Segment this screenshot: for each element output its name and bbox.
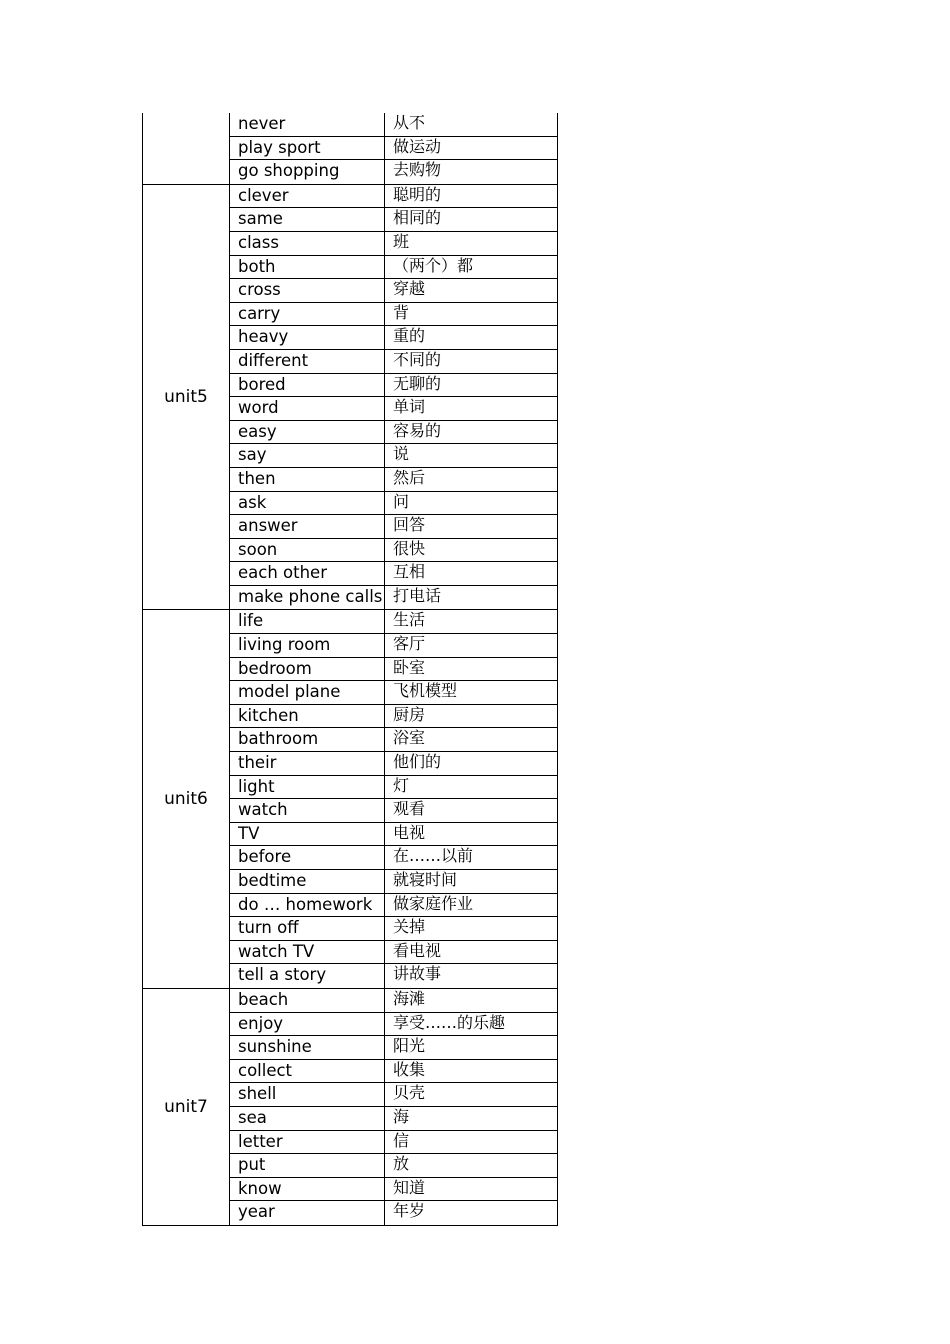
table-row <box>230 681 557 705</box>
chinese-meaning: 打电话 <box>393 585 442 605</box>
english-word: before <box>230 846 385 869</box>
english-word: then <box>230 468 385 491</box>
table-row <box>230 964 557 988</box>
chinese-meaning: 贝壳 <box>393 1083 426 1103</box>
unit-group <box>142 185 558 611</box>
chinese-meaning: 收集 <box>393 1059 426 1079</box>
english-word: life <box>230 610 385 633</box>
chinese-meaning: 讲故事 <box>393 964 442 984</box>
english-word: sunshine <box>230 1036 385 1059</box>
table-row <box>230 610 557 634</box>
chinese-meaning: 享受……的乐趣 <box>393 1012 506 1032</box>
table-row <box>230 562 557 586</box>
english-word: answer <box>230 515 385 538</box>
english-word: enjoy <box>230 1013 385 1036</box>
english-word: soon <box>230 539 385 562</box>
unit-group <box>142 989 558 1226</box>
word-list <box>230 113 557 184</box>
chinese-meaning: 海 <box>393 1106 410 1126</box>
table-row <box>230 799 557 823</box>
english-word: different <box>230 350 385 373</box>
chinese-meaning: 电视 <box>393 822 426 842</box>
table-row <box>230 728 557 752</box>
english-word: know <box>230 1178 385 1201</box>
chinese-meaning: 阳光 <box>393 1036 426 1056</box>
english-word: word <box>230 397 385 420</box>
chinese-meaning: 背 <box>393 302 410 322</box>
table-row <box>230 374 557 398</box>
chinese-meaning: 容易的 <box>393 420 442 440</box>
english-word: clever <box>230 185 385 208</box>
table-row <box>230 350 557 374</box>
table-row <box>230 444 557 468</box>
table-row <box>230 1107 557 1131</box>
english-word: beach <box>230 989 385 1012</box>
table-row <box>230 1154 557 1178</box>
table-row <box>230 160 557 184</box>
chinese-meaning: 在……以前 <box>393 846 474 866</box>
chinese-meaning: 不同的 <box>393 349 442 369</box>
table-row <box>230 1083 557 1107</box>
chinese-meaning: 班 <box>393 231 410 251</box>
table-row <box>230 752 557 776</box>
table-row <box>230 846 557 870</box>
table-row <box>230 705 557 729</box>
table-row <box>230 1178 557 1202</box>
table-row <box>230 917 557 941</box>
chinese-meaning: 聪明的 <box>393 184 442 204</box>
chinese-meaning: 互相 <box>393 562 426 582</box>
table-row <box>230 776 557 800</box>
english-word: bedtime <box>230 870 385 893</box>
english-word: kitchen <box>230 705 385 728</box>
table-row <box>230 326 557 350</box>
english-word: shell <box>230 1083 385 1106</box>
table-row <box>230 1201 557 1225</box>
table-row <box>230 232 557 256</box>
english-word: easy <box>230 421 385 444</box>
english-word: turn off <box>230 917 385 940</box>
chinese-meaning: 就寝时间 <box>393 870 458 889</box>
english-word: bored <box>230 374 385 397</box>
chinese-meaning: 知道 <box>393 1177 426 1197</box>
english-word: class <box>230 232 385 255</box>
table-row <box>230 256 557 280</box>
chinese-meaning: 回答 <box>393 515 426 535</box>
chinese-meaning: 观看 <box>393 799 426 819</box>
table-row <box>230 586 557 610</box>
chinese-meaning: 很快 <box>393 538 426 558</box>
english-word: carry <box>230 303 385 326</box>
chinese-meaning: 厨房 <box>393 704 426 724</box>
table-row <box>230 113 557 137</box>
table-row <box>230 823 557 847</box>
table-row <box>230 185 557 209</box>
english-word: model plane <box>230 681 385 704</box>
chinese-meaning: 放 <box>393 1154 410 1174</box>
table-row <box>230 515 557 539</box>
chinese-meaning: 无聊的 <box>393 373 442 393</box>
english-word: make phone calls <box>230 586 385 610</box>
table-row <box>230 421 557 445</box>
chinese-meaning: 飞机模型 <box>393 681 458 701</box>
english-word: year <box>230 1201 385 1225</box>
english-word: never <box>230 113 385 136</box>
chinese-meaning: 灯 <box>393 775 410 795</box>
chinese-meaning: 看电视 <box>393 940 442 960</box>
table-row <box>230 658 557 682</box>
english-word: same <box>230 208 385 231</box>
word-list <box>230 989 557 1225</box>
english-word: say <box>230 444 385 467</box>
table-row <box>230 137 557 161</box>
chinese-meaning: 卧室 <box>393 657 426 677</box>
table-row <box>230 279 557 303</box>
english-word: their <box>230 752 385 775</box>
table-row <box>230 492 557 516</box>
table-row <box>230 468 557 492</box>
english-word: watch TV <box>230 941 385 964</box>
english-word: tell a story <box>230 964 385 988</box>
table-row <box>230 870 557 894</box>
chinese-meaning: （两个）都 <box>393 255 474 275</box>
table-row <box>230 989 557 1013</box>
chinese-meaning: 问 <box>393 491 410 511</box>
chinese-meaning: 浴室 <box>393 728 426 748</box>
table-row <box>230 1131 557 1155</box>
chinese-meaning: 穿越 <box>393 279 426 299</box>
english-word: collect <box>230 1060 385 1083</box>
chinese-meaning: 海滩 <box>393 988 426 1008</box>
english-word: heavy <box>230 326 385 349</box>
table-row <box>230 539 557 563</box>
table-row <box>230 1013 557 1037</box>
table-row <box>230 208 557 232</box>
english-word: put <box>230 1154 385 1177</box>
english-word: bathroom <box>230 728 385 751</box>
unit-label <box>143 113 230 184</box>
chinese-meaning: 年岁 <box>393 1201 426 1221</box>
table-row <box>230 941 557 965</box>
table-row <box>230 894 557 918</box>
english-word: play sport <box>230 137 385 160</box>
chinese-meaning: 客厅 <box>393 634 426 654</box>
unit-label: unit7 <box>143 989 230 1225</box>
table-row <box>230 1060 557 1084</box>
english-word: letter <box>230 1131 385 1154</box>
chinese-meaning: 单词 <box>393 397 426 417</box>
word-list <box>230 185 557 610</box>
chinese-meaning: 他们的 <box>393 752 442 772</box>
chinese-meaning: 做运动 <box>393 136 442 156</box>
english-word: ask <box>230 492 385 515</box>
english-word: living room <box>230 634 385 657</box>
chinese-meaning: 相同的 <box>393 208 442 228</box>
table-row <box>230 303 557 327</box>
chinese-meaning: 信 <box>393 1130 410 1150</box>
chinese-meaning: 重的 <box>393 326 426 346</box>
chinese-meaning: 从不 <box>393 113 426 132</box>
english-word: cross <box>230 279 385 302</box>
english-word: TV <box>230 823 385 846</box>
english-word: do … homework <box>230 894 385 917</box>
english-word: light <box>230 776 385 799</box>
chinese-meaning: 去购物 <box>393 160 442 180</box>
table-row <box>230 397 557 421</box>
chinese-meaning: 然后 <box>393 467 426 487</box>
table-row <box>230 1036 557 1060</box>
english-word: watch <box>230 799 385 822</box>
english-word: both <box>230 256 385 279</box>
unit-group <box>142 113 558 185</box>
english-word: bedroom <box>230 658 385 681</box>
unit-label: unit6 <box>143 610 230 988</box>
chinese-meaning: 生活 <box>393 610 426 630</box>
chinese-meaning: 做家庭作业 <box>393 893 474 913</box>
english-word: each other <box>230 562 385 585</box>
table-row <box>230 634 557 658</box>
english-word: go shopping <box>230 160 385 184</box>
unit-label: unit5 <box>143 185 230 610</box>
unit-group <box>142 610 558 989</box>
english-word: sea <box>230 1107 385 1130</box>
chinese-meaning: 说 <box>393 444 410 464</box>
chinese-meaning: 关掉 <box>393 917 426 937</box>
word-list <box>230 610 557 988</box>
vocabulary-table <box>142 113 558 1226</box>
